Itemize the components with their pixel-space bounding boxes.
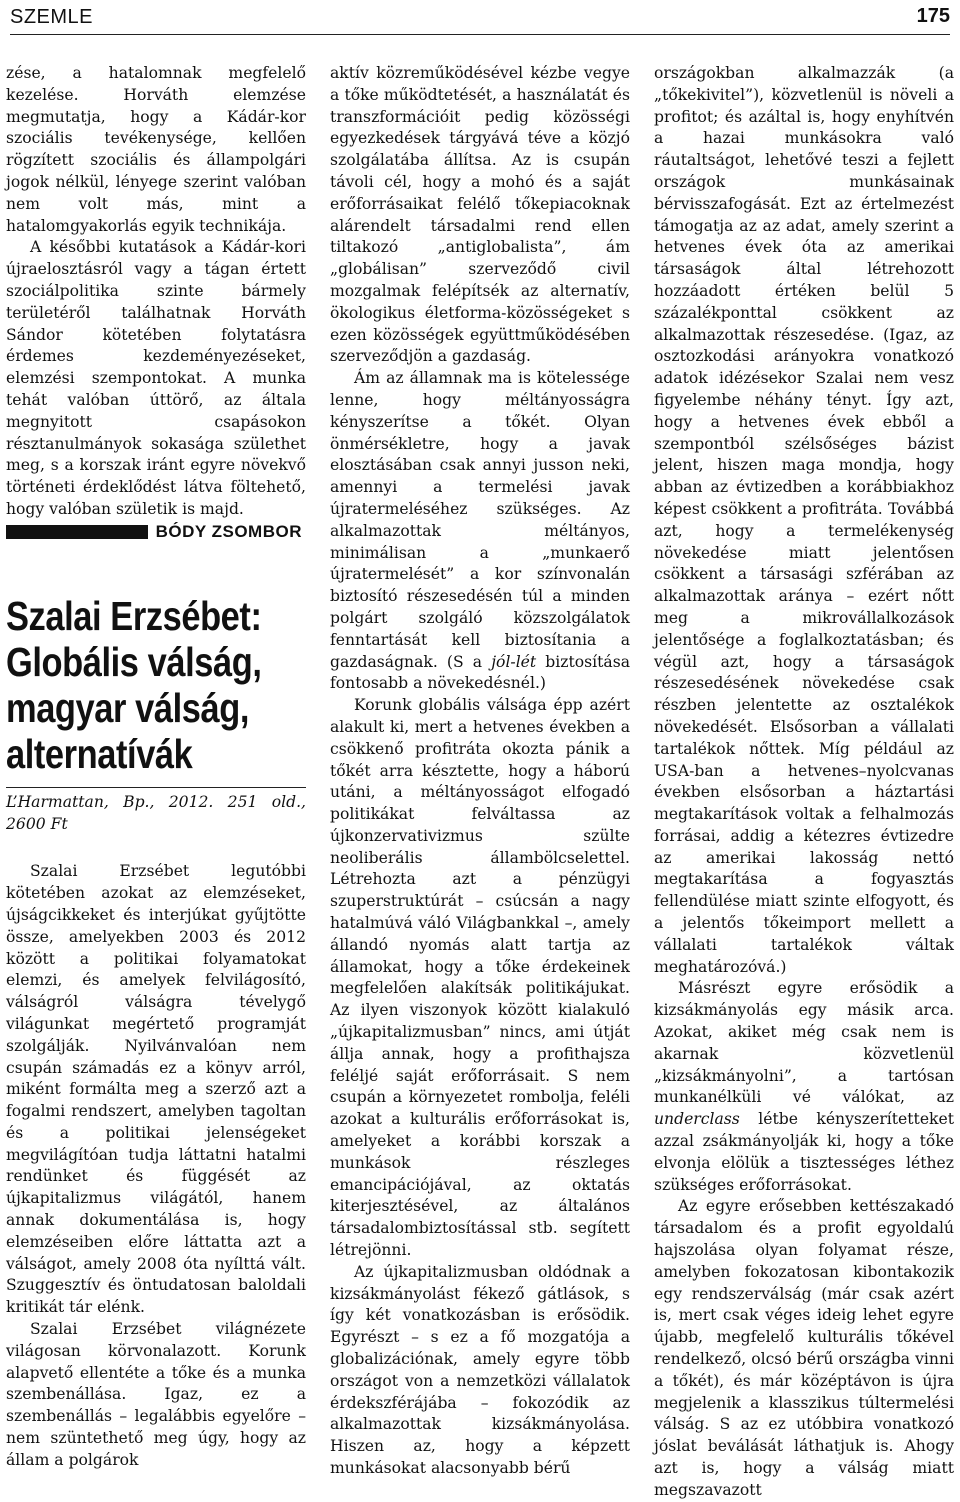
text-column-1 (6, 63, 306, 1472)
paragraph: Az egyre erősebben kettészakadó társadalom és a profit egyoldalú hajszolása olyan folyamat része, amelyben fokozatosan kibontakozik egy rendszerválság (már csak azért is, mert csak véges ideig lehet egyre újabb, megfelelő kulturális tőkével rendelkező, olcsó bérű országba vinni a tőkét), és már középtávon is újra megjelenik a klasszikus túltermelési válság. S az ez utóbbira vonatkozó jóslat beválását láthatjuk is. Ahogy azt is, hogy a válság miatt megszavazott (654, 1197, 954, 1499)
paragraph: zése, a hatalomnak megfelelő kezelése. Horváth elemzése megmutatja, hogy a Kádár-kor szociális tevékenysége, kellően rögzített szociális és állampolgári jogok nélkül, lényege szerint valóban nem volt más, mint a hatalomgyakorlás egyik technikája. (6, 64, 306, 235)
reviewer-name: BÓDY ZSOMBOR (155, 521, 302, 541)
text-column-3 (654, 63, 954, 1502)
paragraph (330, 368, 630, 695)
book-title-line: Globális válság, (6, 638, 262, 685)
page-header (10, 0, 950, 35)
book-title (6, 593, 308, 777)
text-run: biztosítása fontosabb a növekedésnél.) (330, 652, 630, 693)
text-run: Ám az államnak ma is kötelessége lenne, hogy méltányosságra kényszerítse a tőkét. Olyan önmérsékletre, hogy a javak elosztásában csak annyi jusson neki, amennyi a termelési javak újratermeléséhez szükséges. Az alkalmazottak méltányos, minimálisan a „munkaerő újratermelését” a kor színvonalán biztosító részesedésén túl a minden polgárt szolgáló közszolgálatok fenntartását kell biztosítania a gazdaságnak. (S a (330, 369, 630, 671)
page-number: 175 (916, 5, 950, 27)
paragraph: A későbbi kutatások a Kádár-kori újraelosztásról vagy a tágan értett szociálpolitika szinte bármely területéről találhatnak Horváth Sándor kötetében folytatásra érdemes kezdeményezéseket, elemzési szempontokat. A munka tehát valóban úttörő, az általa megnyitott csapásokon résztanulmányok sokasága születhet meg, s a korszak iránt egyre növekvő történeti érdeklődést látva föltehető, hogy valóban születik is majd. (6, 238, 306, 518)
section-title: SZEMLE (10, 6, 94, 28)
paragraph: Az újkapitalizmusban oldódnak a kizsákmányolást fékező gátlások, s így két vonatkozásban is erősödik. Egyrészt – s ez a fő mozgatója a globalizációnak, amely egyre több országot von a nemzetközi vállalatok érdekszférájába – fokozódik az alkalmazottak kizsákmányolása. Hiszen az, hogy a képzett munkásokat alacsonyabb bérű (330, 1262, 630, 1477)
paragraph: Korunk globális válsága épp azért alakult ki, mert a hetvenes években a csökkenő profitráta okozta pánik a tőkét arra késztette, hogy a háború utáni, a méltányosságot elfogadó politikákat felváltassa az újkonzervativizmus szülte neoliberális állambölcselettel. Létrehozta azt a pénzügyi szuperstruktúrát – csúcsán a nagy hatalmúvá váló Világbankkal –, amely állandó nyomás alatt tartja az államokat, hogy a tőke érdekeinek megfelelően alakítsák politikájukat. Az ilyen viszonyok között kialakuló „újkapitalizmusban” nincs, ami útját állja annak, hogy a profithajsza feléljé saját erőforrásait. S nem csupán a környezetet rombolja, feléli azokat a kulturális erőforrásokat is, amelyeket a korábbi korszak a munkások részleges emancipációjával, az oktatás kiterjesztésével, az általános társadalombiztosítással stb. segített létrejönni. (330, 696, 630, 1260)
signature-bar (6, 525, 148, 539)
italic-term: underclass (654, 1110, 740, 1129)
book-title-line: magyar válság, (6, 684, 250, 731)
paragraph: aktív közreműködésével kézbe vegye a tőke működtetését, a használatát és transzformációit pedig közösségi egyezkedések tárgyává téve a közjó szolgálatába állítsa. Az is csupán távoli cél, hogy a mohó és a saját erőforrásaikat felélő tőkepiacoknak alárendelt társadalmi rend ellen tiltakozó „antiglobalista”, ám „globálisan” szerveződő civil mozgalmak felépítsék az alternatív, ökologikus életforma-közösségeket s ezen közösségek együttműködésében szerveződjön a gazdaság. (330, 64, 630, 366)
text-column-2 (330, 63, 630, 1480)
publication-info: L’Harmattan, Bp., 2012. 251 old., 2600 Ft (6, 792, 306, 833)
paragraph: Szalai Erzsébet legutóbbi kötetében azokat az elemzéseket, újságcikkeket és interjúkat gyűjtötte össze, amelyekben 2003 és 2012 között a politikai folyamatokat elemzi, és amelyek felvilágosító, válságról válságra tévelygő világunkat megértető programját szolgálják. Nyilvánvalóan nem csupán számadás ez a könyv arról, miként formálta meg a szerző azt a fogalmi rendszert, amelyben tagoltan és a politikai jelenségeket megvilágítóan tudja láttatni hatalmi rendünket és függését az újkapitalizmus világától, hanem annak dokumentálása is, hogy elemzéseiben előre láttatta azt a válságot, amely 2008 óta nyílttá vált. Szuggesztív és öntudatosan baloldali kritikát tár elénk. (6, 862, 306, 1317)
title-divider (6, 787, 306, 788)
book-title-line: alternatívák (6, 730, 193, 777)
review-signature (6, 521, 306, 543)
book-title-line: Szalai Erzsébet: (6, 592, 262, 639)
paragraph: országokban alkalmazzák (a „tőkekivitel”), közvetlenül is növeli a profitot; és azáltal is, hogy enyhítvén a hazai munkásokra való ráutaltságot, lehetővé teszi a fejlett országok munkásainak bérvisszafogását. Ezt az értelmezést támogatja az az adat, amely szerint a hetvenes évek óta az amerikai társaságok által létrehozott hozzáadott értéken belül 5 százalékponttal csökkent az alkalmazottak részesedése. (Igaz, az osztozkodási arányokra vonatkozó adatok idézésekor Szalai nem vesz figyelembe néhány tényt. Így azt, hogy a hetvenes évek ebből a szempontból szélsőséges bázist jelent, hiszen maga mondja, hogy abban az évtizedben a korábbiakhoz képest csökkent a profitráta. Továbbá azt, hogy a termelékenység növekedése miatt jelentősen csökkent a társasági szférában az alkalmazottak aránya – ezért nőtt meg a mikrovállalkozások jelentősége a foglalkoztatásban; és végül azt, hogy a társaságok részesedésének növekedése csak részben jelentette az osztalékok növekedését. Elsősorban a vállalati tartalékok nőttek. Míg például az USA-ban a hetvenes–nyolcvanas években elsősorban a háztartási megtakarítások voltak a felhalmozás forrásai, addig a kétezres évtizedre az amerikai lakosság nettó megtakarítása a fogyasztás fellendülése miatt szinte elfogyott, és a jelentős tőkeimport mellett a vállalati tartalékok váltak meghatározóvá.) (654, 64, 954, 976)
paragraph: Szalai Erzsébet világnézete világosan körvonalazott. Korunk alapvető ellentéte a tőke és a munka szembenállása. Igaz, ez a szembenállás – legalábbis egyelőre – nem szüntethető meg úgy, hogy az állam a polgárok (6, 1320, 306, 1469)
paragraph (654, 978, 954, 1196)
italic-term: jól-lét (491, 652, 537, 671)
text-run: Másrészt egyre erősödik a kizsákmányolás egy másik arca. Azokat, akiket még csak nem is akarnak közvetlenül „kizsákmányolni”, a tartósan munkanélküli vé válókat, az (654, 979, 954, 1107)
text-run: létbe kényszerítetteket azzal zsákmányolják ki, hogy a tőke elvonja elölük a tisztességes léthez szükséges erőforrásokat. (654, 1110, 954, 1194)
